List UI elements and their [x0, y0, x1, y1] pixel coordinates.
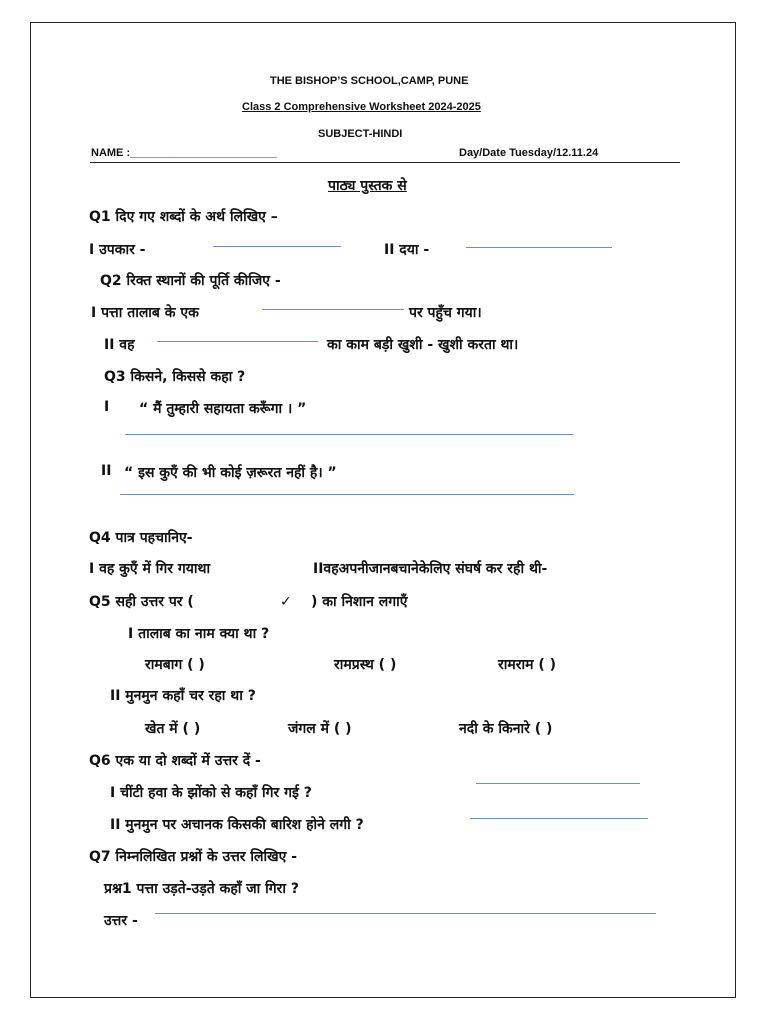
- q2-item-1-end: पर पहुँच गया।: [409, 305, 482, 321]
- q3-item-1-quote: “ मैं तुम्हारी सहायता करूँगा । ”: [139, 401, 307, 417]
- q5-q1-option-3: रामराम ( ): [498, 657, 556, 673]
- q1-item-1: I उपकार -: [89, 242, 146, 258]
- q1-answer-line-1: [213, 246, 341, 247]
- q3-answer-line-2: [120, 494, 574, 495]
- q7-title: Q7 निम्नलिखित प्रश्नों के उत्तर लिखिए -: [89, 849, 298, 865]
- q5-q1-option-2: रामप्रस्थ ( ): [334, 657, 397, 673]
- q2-item-1-start: I पत्ता तालाब के एक: [91, 305, 199, 321]
- q1-answer-line-2: [466, 247, 612, 248]
- q7-question-1: प्रश्न1 पत्ता उड़ते-उड़ते कहाँ जा गिरा ?: [104, 881, 300, 897]
- q2-blank-2: [157, 341, 318, 342]
- q7-answer-line: [155, 913, 656, 914]
- q5-question-2: II मुनमुन कहाँ चर रहा था ?: [110, 688, 256, 704]
- header-divider: [90, 162, 680, 163]
- q4-title: Q4 पात्र पहचानिए-: [89, 530, 193, 546]
- checkmark-icon: ✓: [280, 594, 292, 610]
- name-field-label: NAME :________________________: [91, 147, 277, 159]
- q6-answer-line-2: [470, 818, 648, 819]
- q5-title-end: ) का निशान लगाएँ: [311, 594, 408, 610]
- q4-item-2: IIवहअपनीजानबचानेकेलिए संघर्ष कर रही थी-: [313, 561, 548, 577]
- q2-item-2-start: II वह: [104, 337, 135, 353]
- q3-answer-line-1: [125, 434, 573, 435]
- q3-item-2-quote: “ इस कुएँ की भी कोई ज़रूरत नहीं है। ”: [124, 465, 337, 481]
- q4-item-1: I वह कुएँ में गिर गयाथा: [89, 561, 211, 577]
- q5-q2-option-1: खेत में ( ): [145, 721, 201, 737]
- q5-q2-option-2: जंगल में ( ): [288, 721, 352, 737]
- school-name: THE BISHOP’S SCHOOL,CAMP, PUNE: [270, 75, 469, 87]
- q5-q1-option-1: रामबाग ( ): [145, 657, 205, 673]
- q5-question-1: I तालाब का नाम क्या था ?: [128, 626, 270, 642]
- q2-title: Q2 रिक्त स्थानों की पूर्ति कीजिए -: [100, 273, 281, 289]
- q3-title: Q3 किसने, किससे कहा ?: [104, 369, 246, 385]
- q2-item-2-end: का काम बड़ी खुशी - खुशी करता था।: [327, 337, 519, 353]
- q6-item-2: II मुनमुन पर अचानक किसकी बारिश होने लगी ?: [110, 817, 364, 833]
- q5-title-start: Q5 सही उत्तर पर (: [89, 594, 194, 610]
- date-label: Day/Date Tuesday/12.11.24: [459, 147, 599, 159]
- q1-item-2: II दया -: [384, 242, 430, 258]
- q6-answer-line-1: [476, 783, 640, 784]
- q6-item-1: I चींटी हवा के झोंको से कहाँ गिर गई ?: [110, 785, 312, 801]
- q3-item-2-label: II: [101, 463, 112, 479]
- section-title: पाठ्य पुस्तक से: [328, 178, 407, 194]
- subject-label: SUBJECT-HINDI: [318, 128, 403, 140]
- q7-answer-label: उत्तर -: [104, 913, 138, 929]
- q2-blank-1: [262, 309, 404, 310]
- q6-title: Q6 एक या दो शब्दों में उत्तर दें -: [89, 753, 261, 769]
- q1-title: Q1 दिए गए शब्दों के अर्थ लिखिए –: [89, 209, 278, 225]
- q3-item-1-label: I: [104, 399, 110, 415]
- q5-q2-option-3: नदी के किनारे ( ): [459, 721, 553, 737]
- worksheet-title: Class 2 Comprehensive Worksheet 2024-2025: [242, 101, 481, 113]
